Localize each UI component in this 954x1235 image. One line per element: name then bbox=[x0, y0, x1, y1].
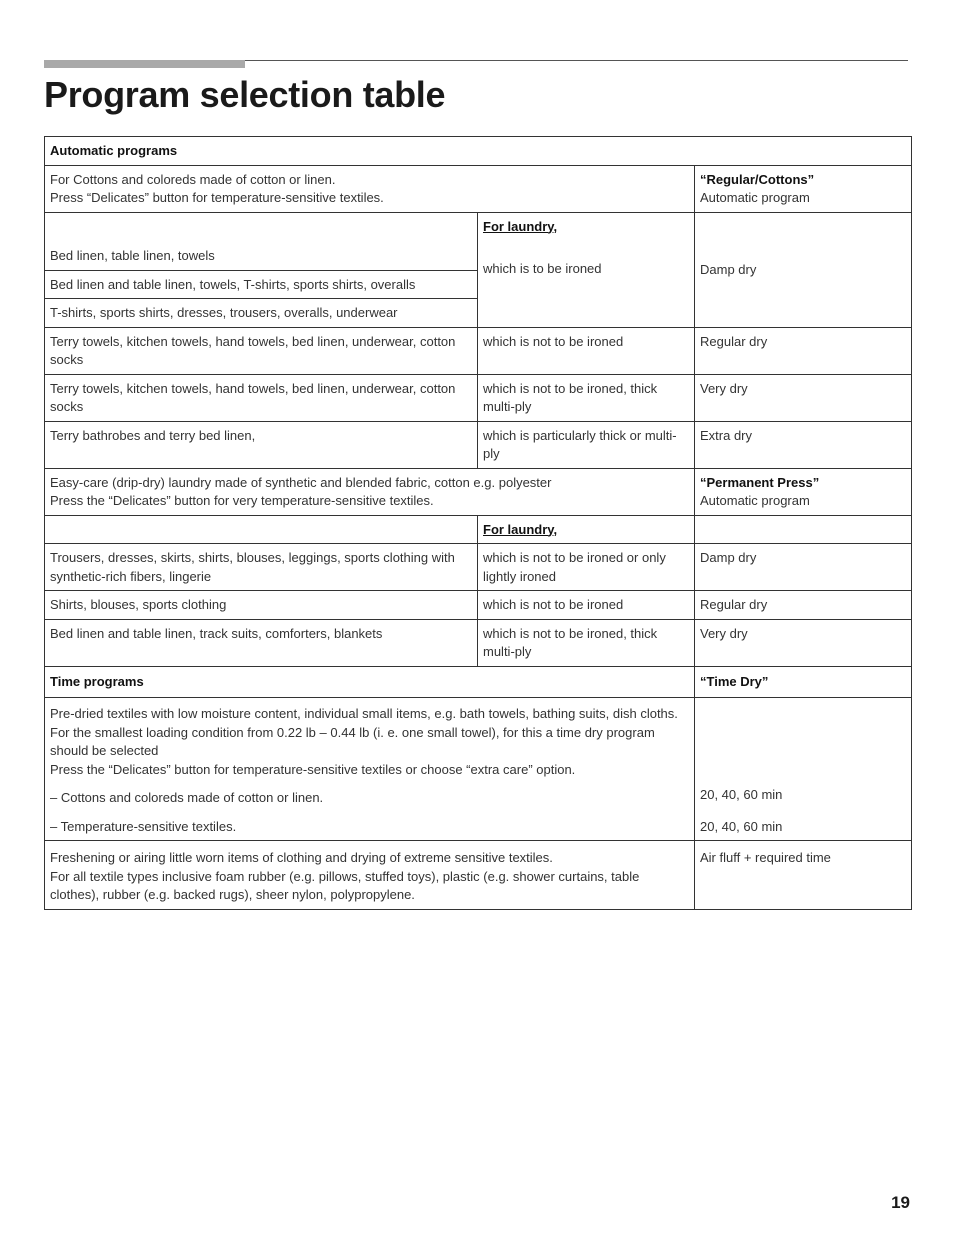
table-row bbox=[45, 544, 912, 591]
perm-empty-cell bbox=[695, 515, 912, 544]
regular-desc-line1: For Cottons and coloreds made of cotton or linen. bbox=[50, 171, 336, 187]
fluff-line1: Freshening or airing little worn items of clothing and drying of extreme sensitive textiles. bbox=[50, 850, 553, 865]
table-row bbox=[45, 374, 912, 421]
perm-program-name: “Permanent Press” bbox=[700, 474, 820, 490]
regular-condition-6: which is particularly thick or multi-ply bbox=[478, 421, 695, 468]
perm-dryness-3: Very dry bbox=[695, 619, 912, 666]
perm-dryness-2: Regular dry bbox=[695, 591, 912, 620]
regular-item-1: Bed linen, table linen, towels bbox=[45, 212, 478, 270]
fluff-line2: For all textile types inclusive foam rubber (e.g. pillows, stuffed toys), plastic (e.g. shower curtains, table clothes), rubber (e.g. backed rugs), sheer nylon, polypropylene. bbox=[50, 868, 640, 902]
regular-dryness-5: Very dry bbox=[695, 374, 912, 421]
table-row bbox=[45, 212, 912, 270]
perm-empty-cell bbox=[45, 515, 478, 544]
automatic-programs-header: Automatic programs bbox=[45, 137, 912, 166]
time-program-description bbox=[45, 698, 695, 841]
table-row bbox=[45, 591, 912, 620]
air-fluff-time: Air fluff + required time bbox=[695, 841, 912, 910]
page-title: Program selection table bbox=[44, 74, 446, 115]
regular-item-4: Terry towels, kitchen towels, hand towels, bed linen, underwear, cotton socks bbox=[45, 327, 478, 374]
regular-program-name-cell bbox=[695, 165, 912, 212]
time-item-2-duration: 20, 40, 60 min bbox=[700, 818, 783, 834]
automatic-programs-header-row bbox=[45, 137, 912, 166]
regular-item-6: Terry bathrobes and terry bed linen, bbox=[45, 421, 478, 468]
table-row bbox=[45, 421, 912, 468]
program-selection-table bbox=[44, 136, 912, 910]
time-program-row bbox=[45, 698, 912, 841]
perm-item-3: Bed linen and table linen, track suits, comforters, blankets bbox=[45, 619, 478, 666]
time-item-1-duration: 20, 40, 60 min bbox=[700, 787, 783, 802]
time-item-2: – Temperature-sensitive textiles. bbox=[50, 818, 237, 834]
time-intro-line2: For the smallest loading condition from 0.22 lb – 0.44 lb (i. e. one small towel), for this a time dry program should be selected bbox=[50, 724, 655, 758]
perm-program-row bbox=[45, 468, 912, 515]
top-rule-accent bbox=[44, 60, 245, 68]
perm-program-description bbox=[45, 468, 695, 515]
time-programs-header: Time programs bbox=[45, 666, 695, 698]
regular-laundry-label: For laundry, bbox=[483, 218, 558, 234]
air-fluff-row bbox=[45, 841, 912, 910]
regular-item-5: Terry towels, kitchen towels, hand towels, bed linen, underwear, cotton socks bbox=[45, 374, 478, 421]
regular-program-description bbox=[45, 165, 695, 212]
perm-program-name-cell bbox=[695, 468, 912, 515]
regular-dryness-6: Extra dry bbox=[695, 421, 912, 468]
regular-program-row bbox=[45, 165, 912, 212]
perm-program-type: Automatic program bbox=[700, 493, 810, 508]
time-item-1: – Cottons and coloreds made of cotton or linen. bbox=[50, 790, 324, 805]
regular-iron-condition: which is to be ironed bbox=[483, 261, 602, 276]
table-row bbox=[45, 327, 912, 374]
air-fluff-description bbox=[45, 841, 695, 910]
perm-desc-line2: Press the “Delicates” button for very temperature-sensitive textiles. bbox=[50, 493, 434, 508]
perm-item-2: Shirts, blouses, sports clothing bbox=[45, 591, 478, 620]
regular-program-type: Automatic program bbox=[700, 190, 810, 205]
regular-program-name: “Regular/Cottons” bbox=[700, 171, 815, 187]
regular-condition-5: which is not to be ironed, thick multi-ply bbox=[478, 374, 695, 421]
perm-laundry-label: For laundry, bbox=[478, 515, 695, 544]
regular-dryness-damp: Damp dry bbox=[695, 212, 912, 327]
perm-item-1: Trousers, dresses, skirts, shirts, blouses, leggings, sports clothing with synthetic-rich fibers, lingerie bbox=[45, 544, 478, 591]
perm-condition-3: which is not to be ironed, thick multi-ply bbox=[478, 619, 695, 666]
perm-desc-line1: Easy-care (drip-dry) laundry made of synthetic and blended fabric, cotton e.g. polyester bbox=[50, 474, 552, 490]
table-row bbox=[45, 619, 912, 666]
time-programs-header-row bbox=[45, 666, 912, 698]
regular-condition-cell bbox=[478, 212, 695, 327]
time-durations-cell bbox=[695, 698, 912, 841]
regular-condition-4: which is not to be ironed bbox=[478, 327, 695, 374]
regular-item-2: Bed linen and table linen, towels, T-shirts, sports shirts, overalls bbox=[45, 270, 478, 299]
perm-condition-1: which is not to be ironed or only lightly ironed bbox=[478, 544, 695, 591]
perm-condition-2: which is not to be ironed bbox=[478, 591, 695, 620]
regular-dryness-4: Regular dry bbox=[695, 327, 912, 374]
perm-dryness-1: Damp dry bbox=[695, 544, 912, 591]
time-intro-line3: Press the “Delicates” button for temperature-sensitive textiles or choose “extra care” option. bbox=[50, 761, 576, 777]
regular-desc-line2: Press “Delicates” button for temperature-sensitive textiles. bbox=[50, 190, 384, 205]
time-intro-line1: Pre-dried textiles with low moisture content, individual small items, e.g. bath towels, bathing suits, dish cloths. bbox=[50, 706, 678, 721]
table-row bbox=[45, 515, 912, 544]
page-number: 19 bbox=[891, 1193, 910, 1212]
regular-item-3: T-shirts, sports shirts, dresses, trousers, overalls, underwear bbox=[45, 299, 478, 328]
time-program-name: “Time Dry” bbox=[695, 666, 912, 698]
